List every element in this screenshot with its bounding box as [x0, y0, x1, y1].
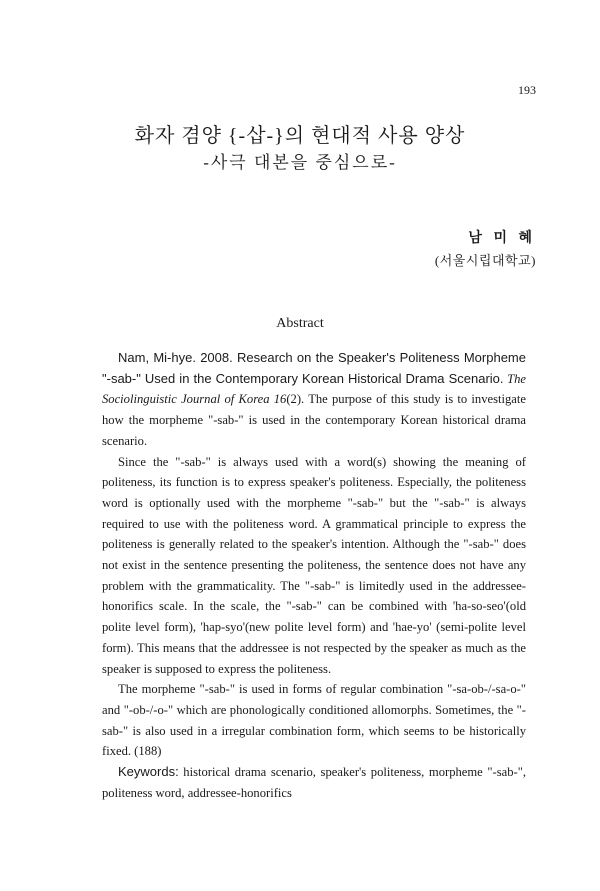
citation-end: (2). The purpose of this study is to investigate how the morpheme "-sab-" is used in the contemporary Korean historical drama scenario. [102, 392, 526, 448]
keywords-list: historical drama scenario, speaker's politeness, morpheme "-sab-", politeness word, addressee-honorifics [102, 765, 526, 800]
abstract-body [102, 348, 526, 803]
paper-title: 화자 겸양 {-삽-}의 현대적 사용 양상 [134, 125, 466, 147]
abstract-paragraph-2: Since the "-sab-" is always used with a word(s) showing the meaning of politeness, its function is to express speaker's politeness. Especially, the politeness word is optionally used with the morpheme "-sab-" but the "-sab-" is always required to use with the politeness word. A grammatical principle to express the politeness is generally related to the speaker's intention. Although the "-sab-" does not exist in the sentence presenting the politeness, the sentence does not have any problem with the grammaticality. The "-sab-" is limitedly used in the addressee-honorifics scale. In the scale, the "-sab-" can be combined with 'ha-so-seo'(old polite level form), 'hap-syo'(new polite level form) and 'hae-yo' (semi-polite level form). This means that the addressee is not respected by the speaker as much as the speaker is supposed to express the politeness. [102, 454, 526, 676]
abstract-paragraph-3: The morpheme "-sab-" is used in forms of regular combination "-sa-ob-/-sa-o-" and "-ob-/-o-" which are phonologically conditioned allomorphs. Sometimes, the "-sab-" is also used in a irregular combination form, which seems to be historically fixed. (188) [102, 682, 526, 759]
page-number: 193 [518, 83, 536, 97]
author-block [435, 228, 536, 272]
abstract-paragraph-1 [102, 348, 526, 452]
keywords [102, 762, 526, 803]
author-name: 남 미 혜 [468, 231, 536, 246]
citation: Nam, Mi-hye. 2008. Research on the Speaker's Politeness Morpheme "-sab-" Used in the Contemporary Korean Historical Drama Scenario. [102, 350, 526, 386]
journal-name: The Sociolinguistic Journal of Korea 16 [102, 371, 526, 407]
paper-subtitle: -사극 대본을 중심으로- [203, 153, 397, 172]
title-block [0, 122, 600, 176]
author-affiliation: (서울시립대학교) [434, 253, 536, 268]
abstract-heading: Abstract [276, 316, 324, 331]
keywords-label: Keywords: [118, 764, 179, 780]
